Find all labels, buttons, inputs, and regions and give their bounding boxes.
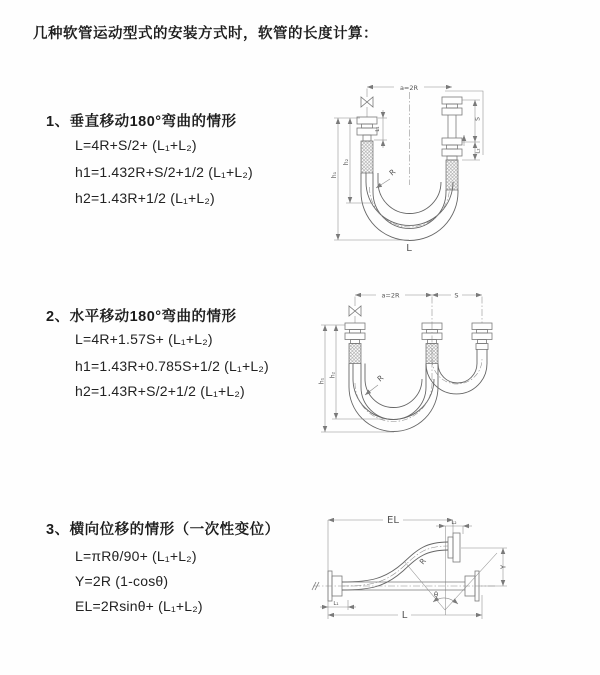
d1-left-fitting	[357, 117, 377, 173]
d2-right-fitting	[472, 323, 492, 350]
d1-dim-h1: h₁	[331, 171, 338, 179]
d3-hose-s-curve	[342, 542, 448, 590]
section-3-formula-L: L=πRθ/90+ (L₁+L₂)	[75, 548, 197, 564]
d2-dim-h2: h₂	[329, 371, 337, 379]
d3-dim-y: Y	[499, 564, 508, 570]
d2-hose-left-u	[349, 364, 438, 432]
d3-displaced-flange	[448, 533, 460, 562]
d3-el-dimension	[328, 513, 453, 619]
d3-radius-construction	[404, 553, 497, 610]
d3-label-theta: θ	[433, 591, 439, 599]
d2-dim-a2r: a=2R	[381, 291, 400, 300]
d3-l-dimension	[328, 595, 482, 621]
d1-dim-l2: L₂	[475, 148, 482, 154]
d1-label-l: L	[406, 243, 412, 254]
section-3-heading: 3、横向位移的情形（一次性变位）	[46, 522, 280, 538]
section-3-formula-Y: Y=2R (1-cosθ)	[75, 573, 169, 589]
d1-braid-left	[361, 141, 373, 173]
d3-dim-l1: L₁	[333, 601, 339, 607]
d3-l1-dimension	[320, 600, 356, 610]
section-2-heading: 2、水平移动180°弯曲的情形	[46, 309, 237, 325]
section-2-formula-L: L=4R+1.57S+ (L₁+L₂)	[75, 331, 213, 347]
d1-dim-a2r: a=2R	[399, 84, 419, 92]
d3-label-r: R	[417, 556, 428, 567]
section-3-formula-EL: EL=2Rsinθ+ (L₁+L₂)	[75, 598, 203, 614]
d3-dim-el: EL	[387, 515, 399, 526]
d1-dim-l1: L₁	[375, 126, 381, 132]
d3-dim-l: L	[401, 610, 408, 621]
d2-valve-icon	[349, 297, 361, 324]
diagram-lateral-displacement	[305, 503, 595, 661]
section-1-formula-h1: h1=1.432R+S/2+1/2 (L₁+L₂)	[75, 164, 253, 180]
d2-label-r: R	[375, 373, 386, 384]
d1-top-dimension	[367, 82, 483, 155]
d2-left-fitting	[345, 323, 365, 364]
d3-dim-l2: L₂	[451, 520, 457, 526]
d1-braid-right	[446, 160, 458, 190]
section-1-formula-h2: h2=1.43R+1/2 (L₁+L₂)	[75, 190, 215, 206]
d1-hose-u-bend	[361, 92, 458, 241]
diagram-horizontal-180-bend	[315, 283, 593, 461]
d1-label-r: R	[387, 167, 398, 178]
d1-height-dimensions	[331, 118, 409, 240]
d2-dim-h1: h₁	[318, 377, 326, 385]
d1-l1-dimension	[374, 110, 387, 148]
d1-right-dimensions	[462, 100, 482, 160]
section-2-formula-h2: h2=1.43R+S/2+1/2 (L₁+L₂)	[75, 383, 245, 399]
d2-braid-left	[349, 344, 361, 364]
d3-original-position	[312, 571, 495, 601]
d1-right-fitting	[442, 97, 462, 190]
d1-dim-s: S	[474, 117, 482, 121]
d1-valve-icon	[361, 89, 373, 118]
d1-dim-h2: h₂	[343, 158, 350, 166]
d2-top-dimension	[355, 291, 482, 324]
section-1-heading: 1、垂直移动180°弯曲的情形	[46, 114, 237, 130]
page-title: 几种软管运动型式的安装方式时，软管的长度计算：	[33, 26, 378, 42]
d2-dim-s: S	[454, 291, 459, 300]
diagram-vertical-180-bend	[308, 70, 590, 255]
section-2-formula-h1: h1=1.43R+0.785S+1/2 (L₁+L₂)	[75, 358, 269, 374]
section-1-formula-L: L=4R+S/2+ (L₁+L₂)	[75, 137, 197, 153]
